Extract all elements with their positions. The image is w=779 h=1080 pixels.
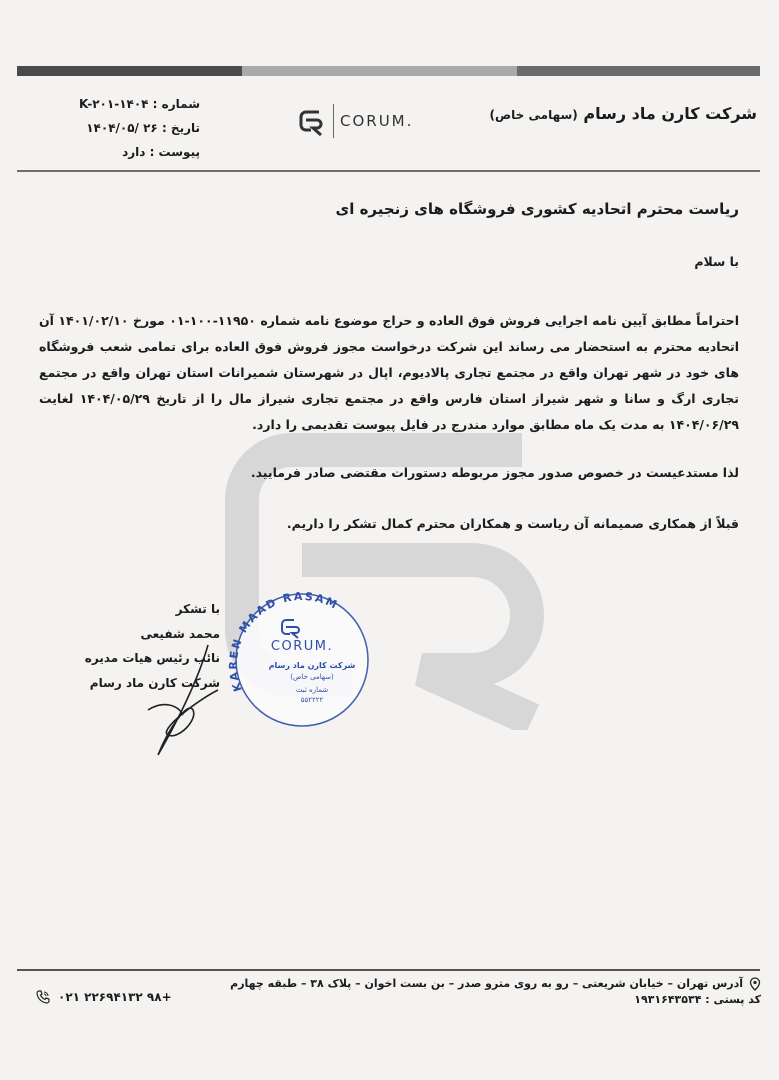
stamp-company-type: (سهامی خاص)	[290, 673, 334, 681]
signatory-title: نائب رئیس هیات مدیره	[84, 651, 220, 665]
footer-divider	[17, 969, 760, 971]
company-type: (سهامی خاص)	[489, 108, 578, 122]
header-bar	[17, 66, 760, 76]
letter-paragraph-2: لذا مستدعیست در خصوص صدور مجوز مربوطه دستورات مقتضی صادر فرمایید.	[250, 465, 739, 480]
company-name	[490, 104, 757, 123]
footer-postal-row	[230, 992, 761, 1008]
postal-code: کد پستی : ۱۹۳۱۶۴۳۵۳۴	[634, 993, 761, 1006]
logo-wordmark: CORUM.	[340, 112, 414, 130]
header-divider	[17, 170, 760, 172]
header-bar-segment	[242, 66, 517, 76]
header-bar-segment	[517, 66, 760, 76]
letter-greeting: با سلام	[694, 254, 739, 269]
address-text: آدرس تهران – خیابان شریعتی – رو به روی مترو صدر – بن بست اخوان – پلاک ۳۸ – طبقه چهارم	[230, 977, 743, 990]
letter-paragraph-1: احتراماً مطابق آیین نامه اجرایی فروش فوق العاده و حراج موضوع نامه شماره ۱۱۹۵۰-۱۰۰-۰۱ مورخ ۱۴۰۱/۰۲/۱۰ آن اتحادیه محترم به استحضار می رساند این شرکت درخواست مجوز فروش فوق العاده برای تمامی شعب فروشگاه های خود در شهر تهران واقع در مجتمع تجاری پالادیوم، اپال در شهرستان شمیرانات استان تهران واقع در مجتمع تجاری ارگ و سانا و شهر شیراز استان فارس واقع در مجتمع تجاری شیراز مال را از تاریخ ۱۴۰۴/۰۵/۲۹ لغایت ۱۴۰۴/۰۶/۲۹ به مدت یک ماه مطابق موارد مندرج در فایل پیوست تقدیمی را دارد.	[39, 313, 739, 432]
stamp-reg-no: ۵۵۲۲۲۲	[300, 696, 324, 704]
stamp-company: شرکت کارن ماد رسام	[268, 661, 356, 670]
signature-thanks: با تشکر	[175, 602, 220, 616]
phone-number: ۰۲۱ ۲۲۶۹۴۱۳۲ ۹۸+	[58, 990, 172, 1004]
footer-phone	[36, 990, 172, 1004]
letter-paragraph-3: قبلاً از همکاری صمیمانه آن ریاست و همکاران محترم کمال تشکر را داریم.	[286, 516, 739, 531]
footer-address-row	[230, 976, 761, 992]
signatory-company: شرکت کارن ماد رسام	[89, 675, 220, 690]
header-bar-segment	[17, 66, 242, 76]
location-pin-icon	[749, 977, 761, 991]
signatory-name: محمد شفیعی	[140, 626, 220, 641]
corum-logo	[297, 104, 413, 138]
letter-recipient: ریاست محترم اتحادیه کشوری فروشگاه های زنجیره ای	[335, 200, 739, 218]
letter-number: شماره : ۱۴۰۴-K-۲۰۱	[79, 97, 200, 111]
letter-attachment: پیوست : دارد	[122, 145, 200, 159]
phone-icon	[36, 990, 50, 1004]
company-name-text: شرکت کارن ماد رسام	[583, 104, 757, 123]
stamp-ring-text: KAREN MAAD RASAM	[226, 589, 341, 694]
stamp-logo: CORUM.	[270, 639, 334, 654]
logo-separator	[333, 104, 334, 138]
letter-date: تاریخ : ۲۶ /۱۴۰۴/۰۵	[86, 121, 200, 135]
footer-address	[230, 976, 761, 1008]
corum-logo-icon	[297, 106, 327, 136]
company-stamp	[212, 580, 372, 740]
letter-meta	[40, 92, 200, 164]
stamp-reg-label: شماره ثبت	[295, 686, 329, 694]
